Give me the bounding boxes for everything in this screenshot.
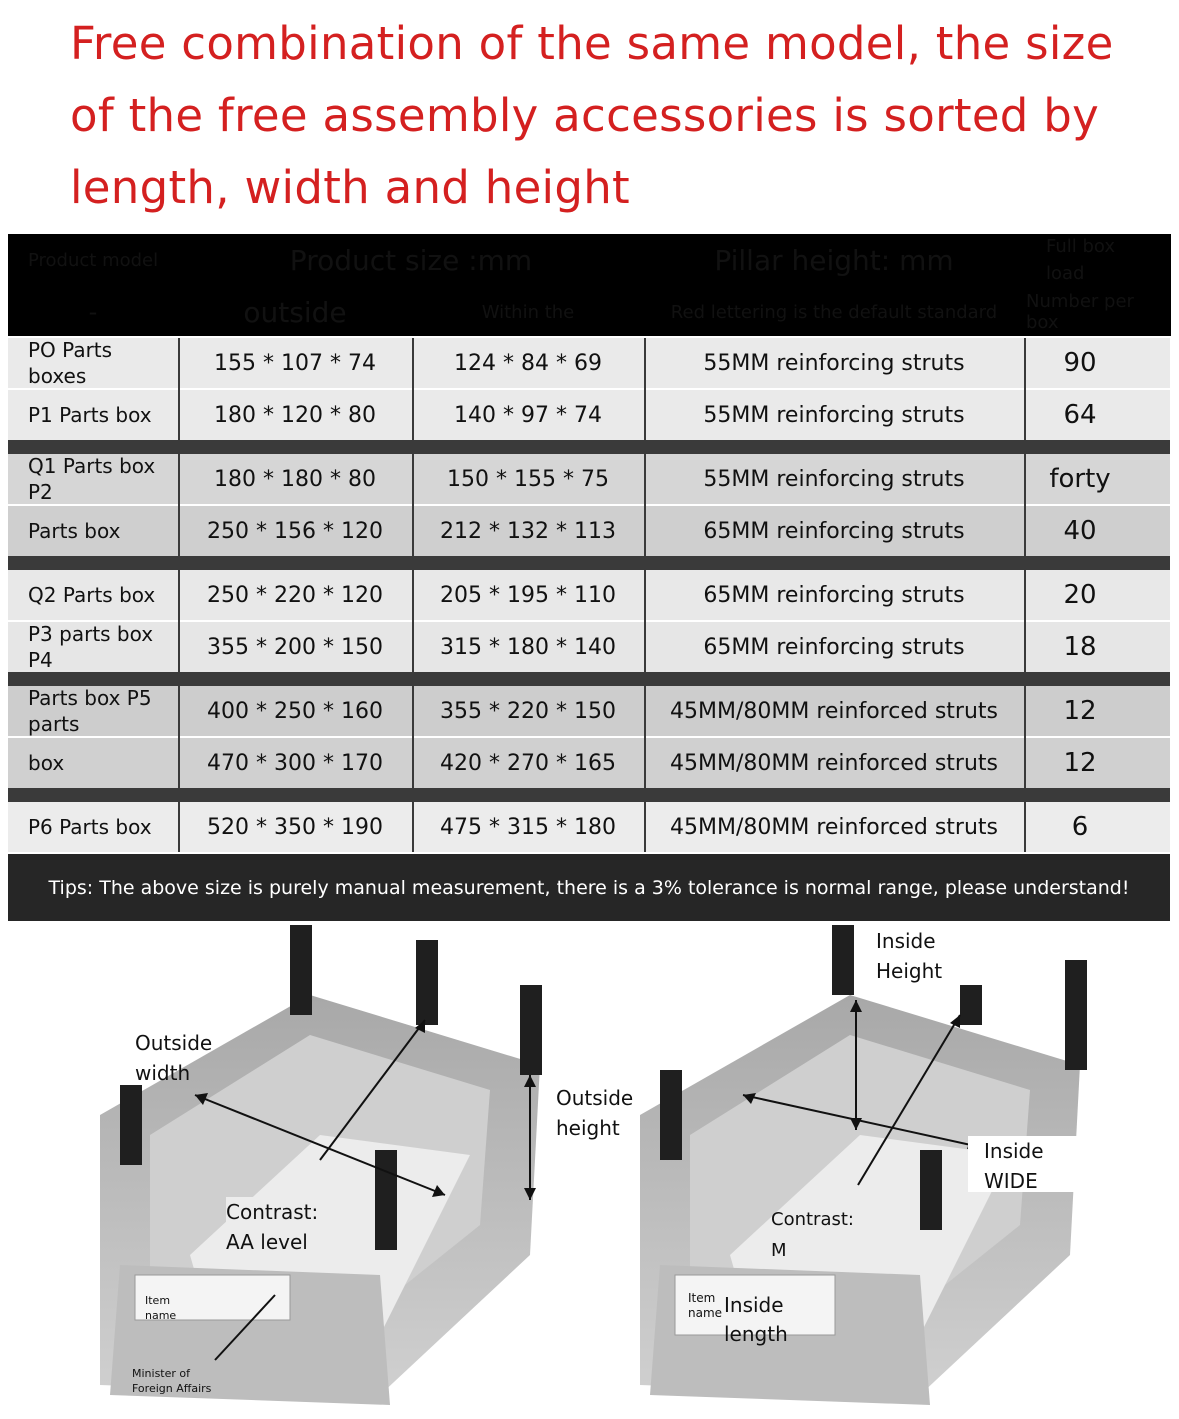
table-cell-model: box — [28, 751, 65, 775]
table-cell-outside: 250 * 156 * 120 — [207, 518, 383, 544]
table-cell-model: Q1 Parts box P2 — [28, 454, 156, 504]
table-cell-model: Q2 Parts box — [28, 583, 156, 607]
header-per-box: Number per box — [1026, 288, 1170, 336]
table-cell-outside: 155 * 107 * 74 — [214, 350, 376, 376]
table-cell-model: Parts box P5 parts — [28, 686, 152, 736]
column-divider — [412, 338, 414, 852]
item-name-label: Item name — [688, 1291, 723, 1320]
table-cell-outside: 355 * 200 * 150 — [207, 634, 383, 660]
outside-width-label: Outside width — [135, 1031, 213, 1085]
table-cell-pillar: 65MM reinforcing struts — [703, 582, 965, 608]
table-cell-pillar: 55MM reinforcing struts — [703, 350, 965, 376]
header-dash: - — [8, 288, 178, 336]
table-cell-count: 18 — [1063, 632, 1097, 662]
contrast-label: Contrast: M — [771, 1209, 854, 1261]
tips-banner: Tips: The above size is purely manual measurement, there is a 3% tolerance is normal range, please understand! — [8, 854, 1170, 921]
table-cell-count: 20 — [1063, 580, 1097, 610]
table-cell-pillar: 55MM reinforcing struts — [703, 402, 965, 428]
table-cell-within: 212 * 132 * 113 — [440, 518, 616, 544]
header-model: Product model — [8, 234, 178, 286]
inside-wide-label: Inside WIDE — [968, 1136, 1080, 1192]
header-outside: outside — [180, 288, 410, 336]
inside-height-label: Inside Height — [876, 929, 943, 983]
table-cell-pillar: 45MM/80MM reinforced struts — [670, 814, 998, 840]
item-name-label: Item name — [145, 1294, 177, 1322]
table-cell-count: 12 — [1063, 696, 1097, 726]
table-cell-count: 6 — [1071, 812, 1089, 842]
table-cell-count: 12 — [1063, 748, 1097, 778]
table-cell-outside: 470 * 300 * 170 — [207, 750, 383, 776]
table-cell-outside: 520 * 350 * 190 — [207, 814, 383, 840]
header-red-note: Red lettering is the default standard — [646, 288, 1022, 336]
table-cell-within: 355 * 220 * 150 — [440, 698, 616, 724]
left-box-diagram — [80, 925, 570, 1415]
table-cell-pillar: 65MM reinforcing struts — [703, 634, 965, 660]
table-cell-model: PO Parts boxes — [28, 338, 113, 388]
table-cell-model: P1 Parts box — [28, 403, 152, 427]
table-cell-within: 124 * 84 * 69 — [454, 350, 602, 376]
header-pillar: Pillar height: mm — [646, 234, 1022, 286]
table-cell-within: 315 * 180 * 140 — [440, 634, 616, 660]
page-title: Free combination of the same model, the size of the free assembly accessories is sorted by length, width and height — [70, 17, 1114, 214]
table-cell-count: forty — [1049, 464, 1111, 494]
table-cell-within: 420 * 270 * 165 — [440, 750, 616, 776]
table-cell-pillar: 45MM/80MM reinforced struts — [670, 750, 998, 776]
table-cell-within: 150 * 155 * 75 — [447, 466, 609, 492]
table-cell-count: 90 — [1063, 348, 1097, 378]
table-cell-count: 64 — [1063, 400, 1097, 430]
header-load: Full box load — [1046, 234, 1156, 286]
table-cell-pillar: 45MM/80MM reinforced struts — [670, 698, 998, 724]
minister-label: Minister of Foreign Affairs — [132, 1367, 212, 1395]
outside-height-label: Outside height — [556, 1086, 634, 1140]
table-cell-within: 140 * 97 * 74 — [454, 402, 602, 428]
table-cell-outside: 250 * 220 * 120 — [207, 582, 383, 608]
column-divider — [644, 338, 646, 852]
inside-length-label: Inside length — [724, 1293, 788, 1346]
table-cell-model: Parts box — [28, 519, 121, 543]
column-divider — [1024, 338, 1026, 852]
table-cell-pillar: 65MM reinforcing struts — [703, 518, 965, 544]
table-cell-outside: 180 * 180 * 80 — [214, 466, 376, 492]
table-cell-within: 205 * 195 * 110 — [440, 582, 616, 608]
separator — [8, 672, 1170, 686]
table-cell-outside: 400 * 250 * 160 — [207, 698, 383, 724]
contrast-label: Contrast: AA level — [226, 1197, 316, 1257]
separator — [8, 788, 1170, 802]
table-cell-pillar: 55MM reinforcing struts — [703, 466, 965, 492]
table-cell-model: P3 parts box P4 — [28, 622, 154, 672]
column-divider — [178, 338, 180, 852]
header-within: Within the — [414, 288, 642, 336]
table-cell-model: P6 Parts box — [28, 815, 152, 839]
table-cell-within: 475 * 315 * 180 — [440, 814, 616, 840]
separator — [8, 440, 1170, 454]
table-cell-count: 40 — [1063, 516, 1097, 546]
header-size: Product size :mm — [180, 234, 642, 286]
table-cell-outside: 180 * 120 * 80 — [214, 402, 376, 428]
separator — [8, 556, 1170, 570]
